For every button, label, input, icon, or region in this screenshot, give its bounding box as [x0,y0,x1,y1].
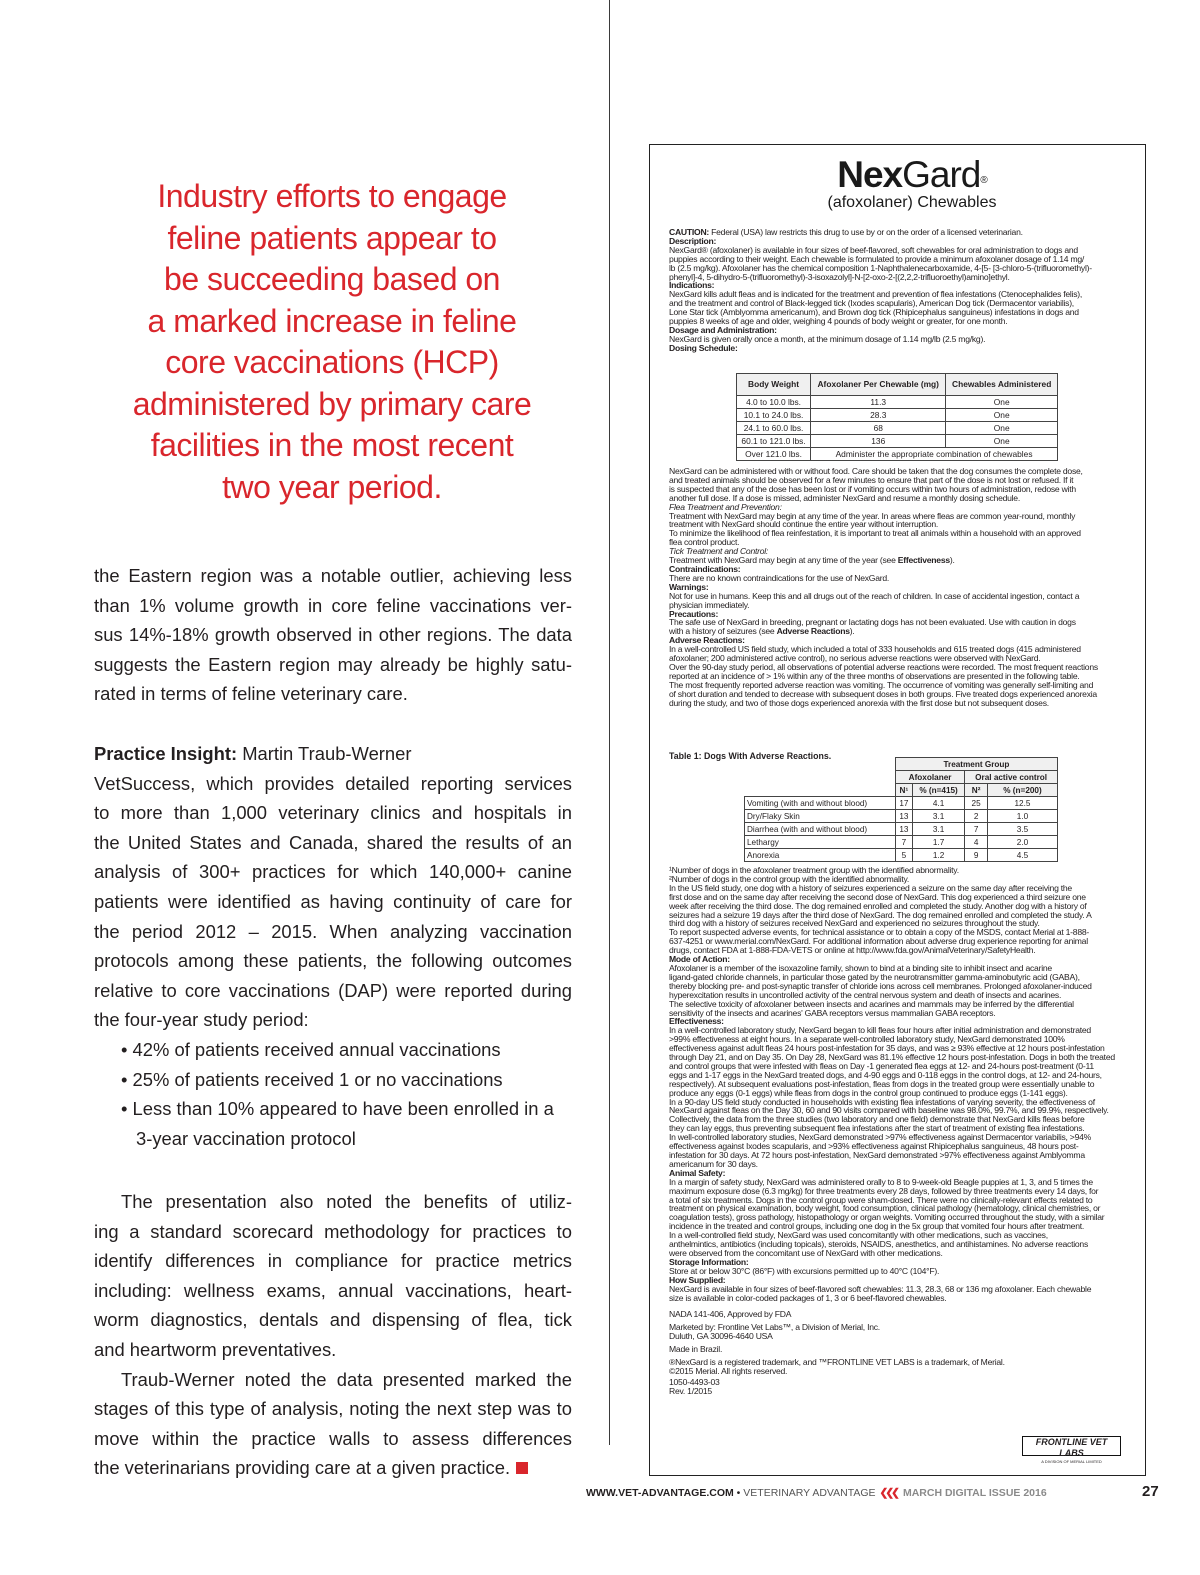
pull-quote-line: two year period. [222,468,442,505]
label-line: and control groups that were infested with fleas on Day -1 generated flea eggs at 12- and 24-hours post-treatment (0-11 [669,1060,1094,1071]
pull-quote-line: Industry efforts to engage [157,178,507,214]
table-header: N² [965,784,988,797]
table-header: Chewables Administered [946,374,1058,396]
label-heading: Indications: [669,280,715,291]
article-paragraph-regional [94,561,572,709]
table-cell: 136 [811,435,946,448]
table-row [745,810,1058,823]
label-line: To minimize the likelihood of flea reinfestation, it is important to treat all animals within a household with an approved [669,528,1081,539]
table-cell: 12.5 [987,797,1057,810]
label-line: they can lay eggs, thus preventing subsequent flea infestations after the start of treatment of existing flea infestations. [669,1123,1085,1134]
table1-title: Table 1: Dogs With Adverse Reactions. [669,751,832,761]
label-line: thereby blocking pre- and post-synaptic transfer of chloride ions across cell membranes. Prolonged afoxolaner-induced [669,980,1092,991]
table-cell: Diarrhea (with and without blood) [745,823,896,836]
text-line: to more than 1,000 veterinary clinics and hospitals in [94,802,572,824]
label-line: and the treatment and control of Black-legged tick (Ixodes scapularis), American Dog tick (Dermacentor variabilis), [669,298,1074,309]
label-line: americanum for 30 days. [669,1158,758,1169]
label-line: NexGard can be administered with or without food. Care should be taken that the dog consumes the complete dose, [669,466,1083,476]
label-line: Duluth, GA 30096-4640 USA [669,1331,773,1342]
table-cell: 17 [895,797,912,810]
pull-quote-line: be succeeding based on [164,261,500,297]
column-divider [609,0,610,1445]
label-line: Not for use in humans. Keep this and all drugs out of the reach of children. In case of accidental ingestion, contact a [669,590,1080,601]
label-line: another full dose. If a dose is missed, administer NexGard and resume a monthly dosing schedule. [669,492,1020,503]
table-cell: 1.7 [912,836,964,849]
label-heading: Dosing Schedule: [669,342,738,353]
table-cell: 25 [965,797,988,810]
label-line: physician immediately. [669,599,750,610]
table-cell: 4.1 [912,797,964,810]
label-line: anthelmintics, antibiotics (including topicals), steroids, NSAIDS, anesthetics, and antihistamines. No adverse reactions [669,1239,1088,1250]
nexgard-logo [812,154,1012,212]
bullet-item: • 42% of patients received annual vaccinations [121,1038,501,1060]
table-cell: 68 [811,422,946,435]
label-line: lb (2.5 mg/kg). Afoxolaner has the chemical composition 1-Naphthalenecarboxamide, 4-[5- [3-chloro-5-(trifluoromethyl)- [669,262,1092,273]
label-line: first dose and on the same day after receiving the second dose of NexGard. This dog experienced a third seizure one [669,891,1086,902]
table-cell: One [946,422,1058,435]
label-line: NexGard® (afoxolaner) is available in four sizes of beef-flavored, soft chewables for oral administration to dogs and [669,244,1078,255]
label-line: The selective toxicity of afoxolaner between insects and acarines and mammals may be inferred by the differential [669,998,1074,1009]
table-cell: Anorexia [745,849,896,862]
label-line: effectiveness against Ixodes scapularis, and >93% effectiveness against Rhipicephalus sanguineus, 48 hours post- [669,1141,1079,1152]
table-blank-cell [745,771,896,784]
label-subheading: Tick Treatment and Control: [669,546,769,557]
table-header-row [745,771,1058,784]
table-cell: 13 [895,823,912,836]
label-line: during the study, and two of those dogs experienced anorexia with the first dose but not subsequent doses. [669,697,1049,708]
tick-ref: Effectiveness [897,555,950,566]
table-cell: Dry/Flaky Skin [745,810,896,823]
table-header: Treatment Group [895,758,1057,771]
text-line-final [94,1453,572,1483]
table-cell: Vomiting (with and without blood) [745,797,896,810]
label-heading: Effectiveness: [669,1016,724,1027]
text-line: the period 2012 – 2015. When analyzing vaccination [94,920,572,942]
table-cell: 1.2 [912,849,964,862]
label-heading: Adverse Reactions: [669,635,745,646]
page-footer [586,1487,1047,1499]
label-line: drugs, contact FDA at 1-888-FDA-VETS or online at http://www.fda.gov/AnimalVeterinary/SafetyHealth. [669,945,1036,956]
table-row [745,797,1058,810]
text-line: the Eastern region was a notable outlier, achieving less [94,565,572,586]
adverse-reactions-table [744,757,1058,862]
bullet-item: • 25% of patients received 1 or no vaccinations [121,1068,503,1090]
table-cell: 4.0 to 10.0 lbs. [737,396,811,409]
label-line: NexGard is given orally once a month, at the minimum dosage of 1.14 mg/lb (2.5 mg/kg). [669,333,986,344]
article-paragraph-scorecard [94,1187,572,1483]
table-row [737,435,1058,448]
label-line: In a well-controlled field study, NexGard was used concomitantly with other medications, such as vaccines, [669,1230,1048,1241]
label-line: Treatment with NexGard may begin at any time of the year. In areas where fleas are common year-round, monthly [669,510,1076,521]
label-line: respectively). At subsequent evaluations post-infestation, fleas from dogs in the treated group were essentially unable to [669,1078,1095,1089]
label-line: produce any eggs (0-1 eggs) while fleas from dogs in the control group continued to produce eggs (1-141 eggs). [669,1087,1068,1098]
label-text-middle [669,467,1129,707]
table-header: % (n=200) [987,784,1057,797]
label-line: >99% effectiveness at eight hours. In a separate well-controlled laboratory study, NexGard demonstrated 100% [669,1034,1065,1045]
table-cell: 1.0 [987,810,1057,823]
table-row [737,409,1058,422]
pull-quote-line: core vaccinations (HCP) [165,344,499,380]
text-line: and heartworm preventatives. [94,1338,337,1360]
text-line: The presentation also noted the benefits of utiliz- [121,1191,572,1212]
table-cell: 3.5 [987,823,1057,836]
label-line: eggs and 1-17 eggs in the NexGard treated dogs, and 4-90 eggs and 0-118 eggs in the control dogs, at 12- and 24-hours, [669,1069,1102,1080]
text-line: identify differences in compliance for practice metrics [94,1250,572,1272]
label-line: NexGard is available in four sizes of beef-flavored soft chewables: 11.3, 28.3, 68 or 136 mg afoxolaner. Each chewable [669,1283,1092,1294]
label-text-lower [669,866,1129,1396]
label-text-upper [669,228,1129,353]
label-line: The most frequently reported adverse reaction was vomiting. The occurrence of vomiting was generally self-limiting and [669,679,1094,690]
table-cell: 28.3 [811,409,946,422]
insight-author: Martin Traub-Werner [237,743,412,764]
table-blank-cell [745,758,896,771]
label-line: puppies 8 weeks of age and older, weighing 4 pounds of body weight or greater, for one month. [669,316,1008,327]
label-line: In a margin of safety study, NexGard was administered orally to 8 to 9-week-old Beagle puppies at 1, 3, and 5 times the [669,1176,1093,1187]
label-line: NADA 141-406, Approved by FDA [669,1309,792,1320]
text-line: analysis of 300+ practices for which 140,000+ canine [94,861,572,883]
label-line: coagulation tests), gross pathology, histopathology or organ weights. Vomiting occurred throughout the study, with a similar [669,1212,1105,1223]
precautions-text: with a history of seizures (see [669,626,777,637]
logo-gard: Gard [902,154,981,195]
label-line: Made in Brazil. [669,1344,723,1355]
label-line: In the US field study, one dog with a history of seizures experienced a seizure on the same day after receiving the [669,882,1072,893]
text-line: patients were identified as having continuity of care for [94,890,572,912]
label-line: 637-4251 or www.merial.com/NexGard. For additional information about adverse drug experience reporting for animal [669,936,1088,947]
table-cell: 9 [965,849,988,862]
frontline-vet-labs-logo [1022,1436,1121,1464]
dosing-schedule-table [736,373,1058,461]
label-line: In a well-controlled laboratory study, NexGard began to kill fleas four hours after initial administration and demonstrated [669,1025,1091,1036]
text-line: ing a standard scorecard methodology for practices to [94,1220,572,1242]
label-line: ®NexGard is a registered trademark, and ™FRONTLINE VET LABS is a trademark, of Merial. [669,1357,1005,1368]
pull-quote-line: a marked increase in feline [147,302,517,339]
label-line: Marketed by: Frontline Vet Labs™, a Division of Merial, Inc. [669,1322,880,1333]
text-line: VetSuccess, which provides detailed reporting services [94,772,572,794]
label-line: through Day 21, and on Day 35. On Day 28, NexGard was 81.1% effective 12 hours post-infestation. Dogs in both the treated [669,1052,1115,1063]
caution-text: Federal (USA) law restricts this drug to use by or on the order of a licensed veterinarian. [709,227,1023,237]
pull-quote-line: administered by primary care [132,385,532,422]
table-cell: One [946,409,1058,422]
table-cell: One [946,396,1058,409]
label-line: phenyl]-4, 5-dihydro-5-(trifluoromethyl)-3-isoxazolyl]-N-[2-oxo-2-[(2,2,2-trifluoroethyl)amino]ethyl. [669,271,1010,282]
table-header: Body Weight [737,374,811,396]
precautions-end: ). [849,626,855,637]
table-header-row [737,374,1058,396]
table-row [737,448,1058,461]
label-line: hyperexcitation results in uncontrolled activity of the central nervous system and death of insects and acarines. [669,989,1062,1000]
table-cell: 3.1 [912,823,964,836]
table-cell: 2.0 [987,836,1057,849]
table-header: Afoxolaner [895,771,964,784]
label-line: and treated animals should be observed for a few minutes to ensure that part of the dose is not lost or refused. If it [669,474,1074,485]
text-line: the four-year study period: [94,1009,309,1031]
footer-magazine: VETERINARY ADVANTAGE [743,1487,876,1499]
table-cell: 7 [965,823,988,836]
label-line: maximum exposure dose (6.3 mg/kg) for three treatments every 28 days, followed by three treatments every 14 days, for [669,1185,1099,1196]
label-line: There are no known contraindications for the use of NexGard. [669,572,890,583]
label-line: Lone Star tick (Amblyomma americanum), and Brown dog tick (Rhipicephalus sanguineus) infestations in dogs and [669,307,1079,318]
table-header: Oral active control [965,771,1058,784]
logo-subtitle: (afoxolaner) Chewables [827,194,997,211]
label-heading: Precautions: [669,608,719,619]
label-heading: Storage Information: [669,1256,749,1267]
table-row [737,422,1058,435]
label-line: The safe use of NexGard in breeding, pregnant or lactating dogs has not been evaluated. Use with caution in dogs [669,617,1076,628]
text-line: rated in terms of feline veterinary care. [94,683,408,705]
label-line: effectiveness against adult fleas 24 hours post-infestation for 35 days, and was ≥ 93% effective at 12 hours post-infestation [669,1043,1105,1054]
text-line: including: wellness exams, annual vaccinations, heart- [94,1279,572,1301]
label-line: reported at an incidence of > 1% within any of the three months of observations are presented in the following table. [669,670,1080,681]
precautions-ref: Adverse Reactions [776,626,850,637]
label-line: NexGard kills adult fleas and is indicated for the treatment and prevention of flea infestations (Ctenocephalides felis), [669,289,1083,300]
label-line: Over the 90-day study period, all observations of potential adverse reactions were recorded. The most frequent reactions [669,661,1098,672]
label-line: ²Number of dogs in the control group with the identified abnormality. [669,873,910,884]
fvl-wordmark: FRONTLINE VET LABS [1035,1437,1108,1458]
label-line: Rev. 1/2015 [669,1385,712,1396]
label-line: Collectively, the data from the three studies (two laboratory and one field) demonstrate that NexGard kills fleas before [669,1114,1085,1125]
label-heading: Animal Safety: [669,1167,726,1178]
page-number: 27 [1142,1483,1159,1500]
label-heading: Description: [669,235,717,246]
label-line: a total of six treatments. Dogs in the control group were sham-dosed. There were no clinically-relevant effects related to [669,1194,1093,1205]
label-heading: How Supplied: [669,1274,726,1285]
text-line: Traub-Werner noted the data presented marked the [121,1368,572,1390]
label-line: treatment on physical examination, body weight, food consumption, clinical pathology (hematology, clinical chemistries, or [669,1203,1101,1214]
table-header: N¹ [895,784,912,797]
table-header: % (n=415) [912,784,964,797]
label-line: 1050-4493-03 [669,1376,720,1387]
tick-end: ). [949,555,955,566]
label-line: flea control product. [669,537,740,548]
table-cell: 13 [895,810,912,823]
bullet-item: • Less than 10% appeared to have been enrolled in a [121,1098,554,1120]
table-row [745,849,1058,862]
label-line: is suspected that any of the dose has been lost or if vomiting occurs within two hours of administration, redose with [669,483,1076,494]
fvl-subtitle: A DIVISION OF MERIAL LIMITED [1041,1459,1102,1464]
table-cell: 2 [965,810,988,823]
label-line: afoxolaner; 200 administered active control), no serious adverse reactions were observed with NexGard. [669,653,1041,664]
table-cell: 11.3 [811,396,946,409]
logo-nex: Nex [837,154,903,195]
text-line: the United States and Canada, shared the results of an [94,831,572,853]
logo-registered: ® [980,175,987,186]
footer-separator: • [733,1487,744,1499]
label-line: puppies according to their weight. Each chewable is formulated to provide a minimum afoxolaner dosage of 1.14 mg/ [669,253,1085,264]
label-line: ligand-gated chloride channels, in particular those gated by the neurotransmitter gamma-aminobutyric acid (GABA), [669,971,1080,982]
text-line: worm diagnostics, dentals and dispensing of flea, tick [94,1309,572,1331]
label-line: sensitivity of the insects and acarines' GABA receptors versus mammalian GABA receptors. [669,1007,996,1018]
label-line: seizures had a seizure 19 days after the third dose of NexGard. The dog remained enrolled and completed the study. A [669,909,1092,920]
practice-insight-heading [94,739,572,769]
footer-issue: MARCH DIGITAL ISSUE 2016 [902,1487,1047,1499]
table-cell: 60.1 to 121.0 lbs. [737,435,811,448]
text-line: protocols among these patients, the following outcomes [94,950,572,972]
label-heading: Contraindications: [669,563,741,574]
label-line: Store at or below 30°C (86°F) with excursions permitted up to 40°C (104°F). [669,1265,940,1276]
table-cell: 4 [965,836,988,849]
table-cell: Over 121.0 lbs. [737,448,811,461]
table-header: Afoxolaner Per Chewable (mg) [811,374,946,396]
label-heading: Warnings: [669,581,709,592]
table-cell: 24.1 to 60.0 lbs. [737,422,811,435]
label-line: In a well-controlled US field study, which included a total of 333 households and 615 treated dogs (415 administered [669,644,1081,655]
label-line: week after receiving the third dose. The dog remained enrolled and completed the study. Another dog with a history of [669,900,1087,911]
text-line: suggests the Eastern region may already be highly satu- [94,653,572,675]
text-line: stages of this type of analysis, noting the next step was to [94,1398,572,1420]
label-heading: Mode of Action: [669,954,730,965]
footer-url: WWW.VET-ADVANTAGE.COM [586,1487,734,1499]
label-line: ¹Number of dogs in the afoxolaner treatment group with the identified abnormality. [669,865,959,875]
label-line: were observed from the concomitant use of NexGard with other medications. [669,1247,943,1258]
label-line: NexGard against fleas on the Day 30, 60 and 90 visits compared with baseline was 98.0%, 99.7%, and 99.9%, respectively. [669,1105,1109,1116]
bullet-item-continuation: 3-year vaccination protocol [136,1127,356,1149]
table-cell: Administer the appropriate combination of chewables [811,448,1058,461]
table-row [745,836,1058,849]
text-line: than 1% volume growth in core feline vaccinations ver- [94,594,572,616]
table-row [745,823,1058,836]
table-cell: 7 [895,836,912,849]
text-line: sus 14%-18% growth observed in other regions. The data [94,624,572,646]
label-line: of short duration and tended to decrease with subsequent doses in both groups. Five treated dogs experienced anorexia [669,688,1097,699]
label-line: size is available in color-coded packages of 1, 3 or 6 beef-flavored chewables. [669,1292,947,1303]
label-line: In well-controlled laboratory studies, NexGard demonstrated >97% effectiveness against Dermacentor variabilis, >94% [669,1132,1092,1143]
label-line: incidence in the treated and control groups, including one dog in the 5x group that vomited four hours after treatment. [669,1221,1085,1232]
label-line: To report suspected adverse events, for technical assistance or to obtain a copy of the MSDS, contact Merial at 1-888- [669,927,1089,938]
caution-label: CAUTION: [669,227,710,237]
table-cell: One [946,435,1058,448]
table-row [737,396,1058,409]
label-line: third dog with a history of seizures received NexGard and experienced no seizures throughout the study. [669,918,1040,929]
pull-quote [92,176,572,508]
label-line: ©2015 Merial. All rights reserved. [669,1365,788,1376]
text-line: the veterinarians providing care at a given practice. [94,1457,511,1479]
table-cell: 5 [895,849,912,862]
label-line: In a 90-day US field study conducted in households with existing flea infestations of varying severity, the effectiveness of [669,1096,1095,1107]
table-cell: 4.5 [987,849,1057,862]
chevron-left-icon: ❮❮❮ [879,1487,897,1499]
label-subheading: Flea Treatment and Prevention: [669,501,782,512]
label-line: Afoxolaner is a member of the isoxazoline family, shown to bind at a binding site to inhibit insect and acarine [669,962,1052,973]
table-header-row [745,758,1058,771]
table-blank-cell [745,784,896,797]
pull-quote-line: facilities in the most recent [150,427,514,463]
text-line: relative to core vaccinations (DAP) were reported during [94,979,572,1001]
table-cell: 3.1 [912,810,964,823]
logo-wordmark [812,154,1012,196]
pull-quote-line: feline patients appear to [167,219,497,256]
practice-insight-section [94,739,572,1153]
text-line: move within the practice walls to assess differences [94,1427,572,1449]
label-caution [669,228,1129,237]
insight-label: Practice Insight: [94,743,238,764]
label-line: infestation for 30 days. At 72 hours post-infestation, NexGard demonstrated >97% effectiveness against Amblyomma [669,1150,1085,1160]
table-cell: 10.1 to 24.0 lbs. [737,409,811,422]
table-header-row [745,784,1058,797]
end-mark-square [516,1462,528,1474]
table-cell: Lethargy [745,836,896,849]
label-line: treatment with NexGard should continue the entire year without interruption. [669,519,939,530]
label-heading: Dosage and Administration: [669,324,777,335]
tick-text: Treatment with NexGard may begin at any time of the year (see [669,555,898,566]
